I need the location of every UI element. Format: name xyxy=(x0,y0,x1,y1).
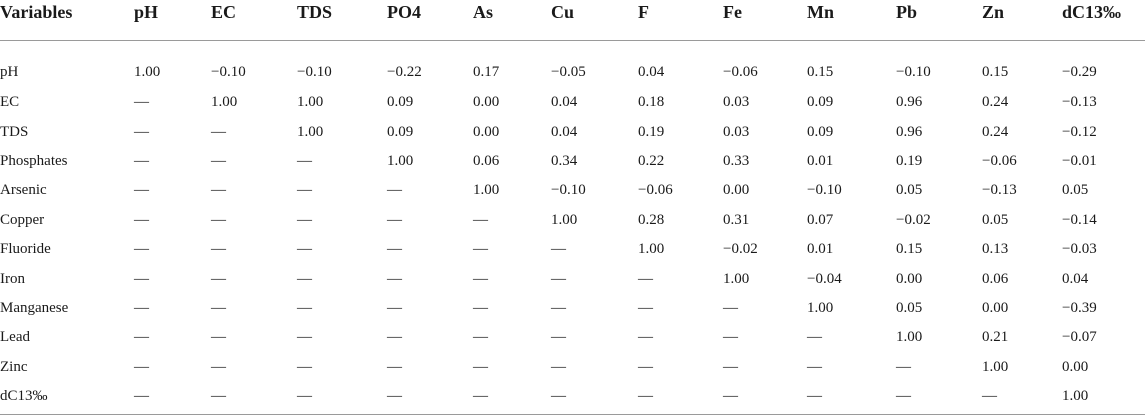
table-cell: — xyxy=(297,152,312,169)
table-cell: 0.04 xyxy=(638,64,665,80)
table-cell: — xyxy=(551,388,566,405)
table-cell: 0.03 xyxy=(723,123,750,140)
column-header: Fe xyxy=(723,0,807,41)
table-cell: — xyxy=(473,358,488,375)
row-label: EC xyxy=(0,94,20,111)
column-header: TDS xyxy=(297,0,387,41)
table-row xyxy=(0,176,1145,205)
column-header: Cu xyxy=(551,0,638,41)
table-cell: — xyxy=(473,270,488,287)
table-cell: — xyxy=(551,358,566,375)
row-label: Arsenic xyxy=(0,182,47,199)
table-cell: — xyxy=(297,241,312,258)
table-cell: — xyxy=(134,241,149,258)
table-cell: — xyxy=(473,299,488,316)
table-cell: — xyxy=(134,329,149,346)
column-header: F xyxy=(638,0,723,41)
table-cell: — xyxy=(387,299,402,316)
table-cell: −0.06 xyxy=(723,64,758,80)
table-row xyxy=(0,323,1145,352)
table-cell: 1.00 xyxy=(1062,388,1089,405)
table-cell: −0.01 xyxy=(1062,152,1097,169)
table-cell: 1.00 xyxy=(896,329,923,346)
table-cell: −0.02 xyxy=(723,241,758,258)
table-cell: −0.10 xyxy=(807,182,842,199)
table-cell: −0.13 xyxy=(1062,94,1097,111)
table-cell: — xyxy=(134,388,149,405)
table-cell: 0.00 xyxy=(1062,358,1089,375)
table-row xyxy=(0,41,1145,89)
table-cell: — xyxy=(297,211,312,228)
table-cell: 0.06 xyxy=(982,270,1009,287)
table-cell: — xyxy=(896,358,911,375)
table-cell: 0.09 xyxy=(807,94,834,111)
table-row xyxy=(0,117,1145,146)
table-cell: — xyxy=(297,270,312,287)
table-row xyxy=(0,353,1145,382)
table-cell: 0.00 xyxy=(473,94,500,111)
table-cell: 0.22 xyxy=(638,152,665,169)
table-cell: — xyxy=(807,329,822,346)
table-cell: −0.22 xyxy=(387,64,422,80)
table-cell: −0.39 xyxy=(1062,299,1097,316)
table-cell: 0.09 xyxy=(387,123,414,140)
table-cell: −0.12 xyxy=(1062,123,1097,140)
column-header: dC13‰ xyxy=(1062,0,1145,41)
table-cell: — xyxy=(387,388,402,405)
table-cell: — xyxy=(723,329,738,346)
table-cell: 0.01 xyxy=(807,152,834,169)
table-cell: −0.13 xyxy=(982,182,1017,199)
row-label: Lead xyxy=(0,329,30,346)
table-cell: — xyxy=(723,299,738,316)
table-cell: 0.05 xyxy=(896,299,923,316)
table-cell: — xyxy=(723,358,738,375)
table-cell: — xyxy=(473,388,488,405)
table-cell: 0.06 xyxy=(473,152,500,169)
table-cell: 0.17 xyxy=(473,64,500,80)
table-cell: — xyxy=(473,241,488,258)
table-row xyxy=(0,382,1145,411)
table-cell: 0.13 xyxy=(982,241,1009,258)
table-cell: 1.00 xyxy=(723,270,750,287)
column-header-variables: Variables xyxy=(0,0,134,41)
table-cell: — xyxy=(551,241,566,258)
table-cell: 0.96 xyxy=(896,123,923,140)
table-cell: −0.06 xyxy=(638,182,673,199)
table-cell: 0.00 xyxy=(473,123,500,140)
table-cell: — xyxy=(807,358,822,375)
row-label: pH xyxy=(0,64,19,80)
table-cell: — xyxy=(297,299,312,316)
table-cell: 0.18 xyxy=(638,94,665,111)
column-header: Mn xyxy=(807,0,896,41)
table-cell: — xyxy=(551,329,566,346)
table-row xyxy=(0,88,1145,117)
table-cell: — xyxy=(297,358,312,375)
table-cell: — xyxy=(551,299,566,316)
table-cell: — xyxy=(638,329,653,346)
table-cell: — xyxy=(387,358,402,375)
table-cell: 0.19 xyxy=(638,123,665,140)
table-cell: 0.19 xyxy=(896,152,923,169)
row-label: Iron xyxy=(0,270,25,287)
row-label: dC13‰ xyxy=(0,388,48,405)
table-cell: — xyxy=(134,123,149,140)
table-cell: 0.31 xyxy=(723,211,750,228)
table-cell: — xyxy=(134,270,149,287)
table-cell: — xyxy=(387,270,402,287)
table-cell: — xyxy=(551,270,566,287)
table-header xyxy=(0,0,1145,41)
table-cell: — xyxy=(638,358,653,375)
table-cell: — xyxy=(638,388,653,405)
table-cell: 0.07 xyxy=(807,211,834,228)
table-cell: — xyxy=(297,388,312,405)
table-cell: — xyxy=(473,329,488,346)
table-cell: −0.05 xyxy=(551,64,586,80)
column-header: PO4 xyxy=(387,0,473,41)
table-cell: — xyxy=(982,388,997,405)
table-cell: — xyxy=(134,358,149,375)
table-cell: — xyxy=(211,152,226,169)
table-cell: 0.00 xyxy=(896,270,923,287)
table-cell: 0.15 xyxy=(896,241,923,258)
table-cell: — xyxy=(211,211,226,228)
row-label: Phosphates xyxy=(0,152,68,169)
table-cell: — xyxy=(211,270,226,287)
column-header: EC xyxy=(211,0,297,41)
table-cell: −0.03 xyxy=(1062,241,1097,258)
table-cell: — xyxy=(134,211,149,228)
table-cell: — xyxy=(134,299,149,316)
table-cell: 1.00 xyxy=(297,94,324,111)
table-cell: — xyxy=(473,211,488,228)
table-cell: 0.96 xyxy=(896,94,923,111)
table-cell: 0.04 xyxy=(551,94,578,111)
table-cell: — xyxy=(638,299,653,316)
table-cell: 0.03 xyxy=(723,94,750,111)
table-cell: — xyxy=(896,388,911,405)
table-cell: — xyxy=(297,182,312,199)
table-cell: 0.05 xyxy=(982,211,1009,228)
table-row xyxy=(0,206,1145,235)
bottom-rule xyxy=(0,414,1145,415)
table-cell: 1.00 xyxy=(211,94,238,111)
table-cell: — xyxy=(134,182,149,199)
column-header: pH xyxy=(134,0,211,41)
table-cell: 0.05 xyxy=(896,182,923,199)
table-cell: — xyxy=(638,270,653,287)
table-cell: −0.10 xyxy=(297,64,332,80)
table-cell: — xyxy=(387,211,402,228)
row-label: Fluoride xyxy=(0,241,51,258)
table-cell: 1.00 xyxy=(982,358,1009,375)
table-cell: 1.00 xyxy=(134,64,161,80)
table-cell: — xyxy=(297,329,312,346)
table-cell: 0.15 xyxy=(807,64,834,80)
row-label: TDS xyxy=(0,123,29,140)
table-row xyxy=(0,235,1145,264)
table-cell: — xyxy=(387,329,402,346)
table-cell: 0.15 xyxy=(982,64,1009,80)
table-cell: 1.00 xyxy=(807,299,834,316)
table-cell: — xyxy=(211,329,226,346)
table-cell: — xyxy=(134,94,149,111)
column-header: Pb xyxy=(896,0,982,41)
table-cell: 1.00 xyxy=(297,123,324,140)
table-cell: 1.00 xyxy=(638,241,665,258)
table-cell: 0.09 xyxy=(387,94,414,111)
table-cell: −0.02 xyxy=(896,211,931,228)
table-cell: 0.00 xyxy=(982,299,1009,316)
table-cell: −0.06 xyxy=(982,152,1017,169)
table-cell: 1.00 xyxy=(473,182,500,199)
table-row xyxy=(0,147,1145,176)
table-cell: — xyxy=(211,182,226,199)
table-cell: 0.24 xyxy=(982,123,1009,140)
table-cell: −0.07 xyxy=(1062,329,1097,346)
table-cell: 0.34 xyxy=(551,152,578,169)
table-cell: — xyxy=(807,388,822,405)
table-cell: — xyxy=(387,182,402,199)
table-row xyxy=(0,264,1145,293)
table-cell: 1.00 xyxy=(551,211,578,228)
table-cell: 0.09 xyxy=(807,123,834,140)
header-row xyxy=(0,0,1145,41)
table-cell: — xyxy=(387,241,402,258)
table-cell: 0.21 xyxy=(982,329,1009,346)
table-cell: −0.04 xyxy=(807,270,842,287)
table-cell: 0.01 xyxy=(807,241,834,258)
column-header: As xyxy=(473,0,551,41)
table-body xyxy=(0,41,1145,412)
table-cell: 0.04 xyxy=(1062,270,1089,287)
table-cell: — xyxy=(211,241,226,258)
table-cell: — xyxy=(134,152,149,169)
table-cell: −0.10 xyxy=(896,64,931,80)
table-row xyxy=(0,294,1145,323)
table-cell: 0.00 xyxy=(723,182,750,199)
table-cell: 0.24 xyxy=(982,94,1009,111)
table-cell: −0.14 xyxy=(1062,211,1097,228)
table-cell: — xyxy=(211,358,226,375)
table-cell: −0.29 xyxy=(1062,64,1097,80)
table-cell: 0.33 xyxy=(723,152,750,169)
table-cell: 0.05 xyxy=(1062,182,1089,199)
table-cell: −0.10 xyxy=(211,64,246,80)
table-cell: 0.28 xyxy=(638,211,665,228)
table-cell: — xyxy=(211,299,226,316)
table-cell: 0.04 xyxy=(551,123,578,140)
table-cell: — xyxy=(723,388,738,405)
table-cell: — xyxy=(211,388,226,405)
table-cell: 1.00 xyxy=(387,152,414,169)
table-cell: — xyxy=(211,123,226,140)
row-label: Zinc xyxy=(0,358,28,375)
table-cell: −0.10 xyxy=(551,182,586,199)
row-label: Manganese xyxy=(0,299,69,316)
row-label: Copper xyxy=(0,211,45,228)
column-header: Zn xyxy=(982,0,1062,41)
